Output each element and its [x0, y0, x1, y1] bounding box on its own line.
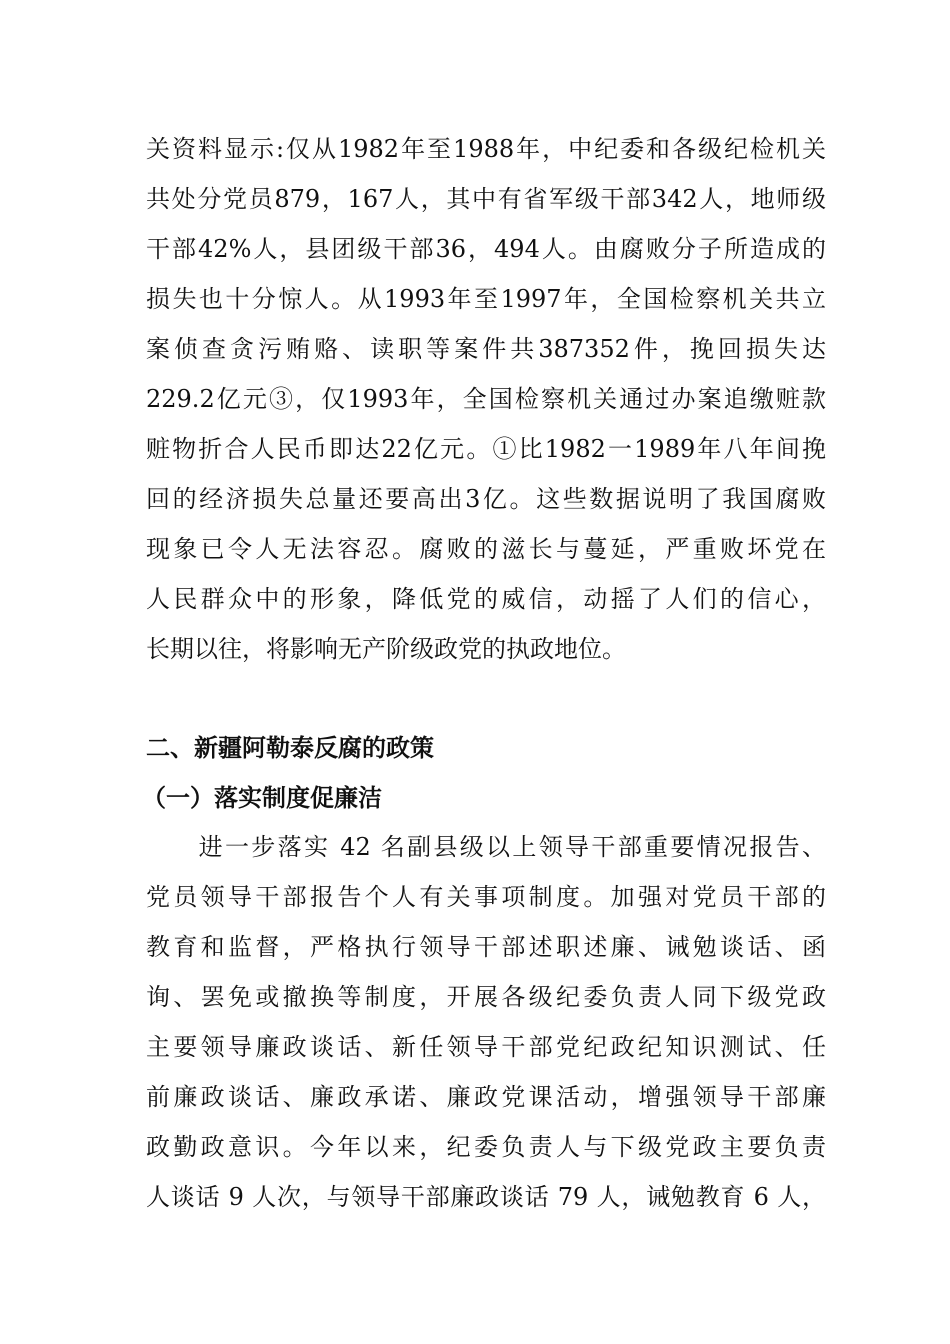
paragraph-line: 现象已令人无法容忍。腐败的滋长与蔓延，严重败坏党在: [146, 535, 826, 563]
paragraph-line: 进一步落实 42 名副县级以上领导干部重要情况报告、: [146, 833, 826, 861]
paragraph-line: 赃物折合人民币即达22亿元。①比1982一1989年八年间挽: [146, 435, 826, 463]
paragraph-line: 案侦查贪污贿赂、读职等案件共387352件，挽回损失达: [146, 335, 826, 363]
paragraph-line: 损失也十分惊人。从1993年至1997年，全国检察机关共立: [146, 285, 826, 313]
paragraph-line: 主要领导廉政谈话、新任领导干部党纪政纪知识测试、任: [146, 1033, 826, 1061]
paragraph-line: 教育和监督，严格执行领导干部述职述廉、诫勉谈话、函: [146, 933, 826, 961]
section-heading: 二、新疆阿勒泰反腐的政策: [146, 733, 434, 762]
paragraph-statistics: [146, 124, 826, 674]
paragraph-line: 关资料显示:仅从1982年至1988年，中纪委和各级纪检机关: [146, 135, 826, 163]
paragraph-line: 229.2亿元③，仅1993年，全国检察机关通过办案追缴赃款: [146, 385, 826, 413]
paragraph-policy: [146, 822, 826, 1222]
paragraph-line: 共处分党员879，167人，其中有省军级干部342人，地师级: [146, 185, 826, 213]
paragraph-line: 长期以往，将影响无产阶级政党的执政地位。: [146, 635, 626, 663]
paragraph-line: 干部42%人，县团级干部36，494人。由腐败分子所造成的: [146, 235, 826, 263]
subsection-heading: （一）落实制度促廉洁: [142, 783, 382, 812]
paragraph-line: 党员领导干部报告个人有关事项制度。加强对党员干部的: [146, 883, 826, 911]
paragraph-line: 询、罢免或撤换等制度，开展各级纪委负责人同下级党政: [146, 983, 826, 1011]
paragraph-line: 回的经济损失总量还要高出3亿。这些数据说明了我国腐败: [146, 485, 826, 513]
paragraph-line: 政勤政意识。今年以来，纪委负责人与下级党政主要负责: [146, 1133, 826, 1161]
paragraph-line: 人谈话 9 人次，与领导干部廉政谈话 79 人，诫勉教育 6 人，: [146, 1183, 826, 1211]
paragraph-line: 人民群众中的形象，降低党的威信，动摇了人们的信心，: [146, 585, 826, 613]
paragraph-line: 前廉政谈话、廉政承诺、廉政党课活动，增强领导干部廉: [146, 1083, 826, 1111]
